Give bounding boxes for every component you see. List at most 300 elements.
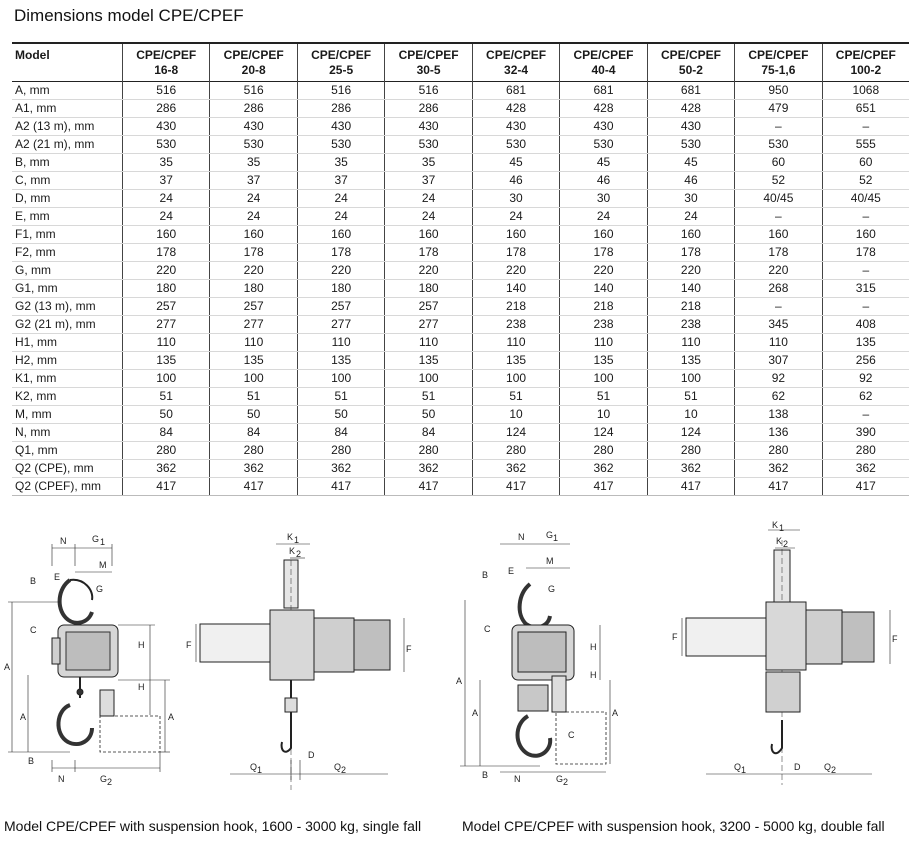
- table-cell: 362: [472, 460, 559, 478]
- table-cell: 178: [123, 244, 210, 262]
- table-cell: 681: [560, 82, 647, 100]
- column-header-line: 100-2: [850, 63, 882, 77]
- row-label: K1, mm: [12, 370, 123, 388]
- table-row: [12, 190, 909, 208]
- table-cell: 950: [735, 82, 822, 100]
- table-cell: 651: [822, 100, 909, 118]
- table-cell: 160: [735, 226, 822, 244]
- table-cell: 681: [472, 82, 559, 100]
- table-cell: 220: [472, 262, 559, 280]
- label-H1: H: [138, 682, 145, 692]
- row-label: D, mm: [12, 190, 123, 208]
- table-cell: 110: [297, 334, 384, 352]
- label-Q1-2-sub: 1: [741, 765, 747, 775]
- page-title: Dimensions model CPE/CPEF: [14, 6, 244, 25]
- table-cell: 516: [210, 82, 297, 100]
- column-header-line: CPE/CPEF: [748, 48, 809, 62]
- table-cell: 160: [472, 226, 559, 244]
- column-header-line: 32-4: [504, 63, 529, 77]
- table-cell: 124: [472, 424, 559, 442]
- table-cell: 218: [560, 298, 647, 316]
- label-D: D: [308, 750, 315, 760]
- table-cell: 530: [472, 136, 559, 154]
- row-label: M, mm: [12, 406, 123, 424]
- table-cell: 35: [297, 154, 384, 172]
- caption-single-fall: Model CPE/CPEF with suspension hook, 1600 - 3000 kg, single fall: [4, 818, 422, 834]
- row-label: A1, mm: [12, 100, 123, 118]
- table-cell: 100: [472, 370, 559, 388]
- label-E-2: E: [508, 566, 515, 576]
- table-cell: 268: [735, 280, 822, 298]
- table-cell: 30: [647, 190, 734, 208]
- table-cell: 40/45: [735, 190, 822, 208]
- table-cell: 530: [647, 136, 734, 154]
- label-G1-2-sub: 1: [553, 533, 559, 543]
- table-cell: 417: [822, 478, 909, 496]
- table-cell: 479: [735, 100, 822, 118]
- table-row: [12, 298, 909, 316]
- table-row: [12, 406, 909, 424]
- table-cell: –: [735, 298, 822, 316]
- table-cell: 417: [735, 478, 822, 496]
- table-row: [12, 478, 909, 496]
- column-header-line: CPE/CPEF: [660, 48, 721, 62]
- table-cell: 135: [385, 352, 472, 370]
- row-label: G2 (21 m), mm: [12, 316, 123, 334]
- table-cell: 390: [822, 424, 909, 442]
- label-Q2: Q: [334, 762, 342, 772]
- label-G1-sub: 1: [100, 537, 106, 547]
- table-cell: 178: [297, 244, 384, 262]
- table-cell: 45: [472, 154, 559, 172]
- table-cell: 10: [560, 406, 647, 424]
- table-body: [12, 82, 909, 496]
- label-K2: K: [289, 546, 296, 556]
- table-cell: –: [735, 118, 822, 136]
- table-cell: 37: [210, 172, 297, 190]
- table-cell: 135: [647, 352, 734, 370]
- table-cell: 35: [385, 154, 472, 172]
- table-row: [12, 442, 909, 460]
- table-cell: 180: [123, 280, 210, 298]
- table-cell: 362: [647, 460, 734, 478]
- table-cell: 257: [297, 298, 384, 316]
- table-cell: 430: [385, 118, 472, 136]
- column-header-model: Model: [15, 48, 50, 62]
- table-cell: 178: [472, 244, 559, 262]
- row-label: H2, mm: [12, 352, 123, 370]
- table-cell: 280: [297, 442, 384, 460]
- table-cell: 138: [735, 406, 822, 424]
- row-label: K2, mm: [12, 388, 123, 406]
- label-B-2b: B: [482, 770, 489, 780]
- label-K1: K: [287, 532, 294, 542]
- table-cell: 286: [385, 100, 472, 118]
- label-B: B: [30, 576, 37, 586]
- row-label: E, mm: [12, 208, 123, 226]
- table-cell: 92: [735, 370, 822, 388]
- table-cell: 220: [647, 262, 734, 280]
- label-H2: H: [138, 640, 145, 650]
- table-cell: 178: [735, 244, 822, 262]
- table-cell: 37: [123, 172, 210, 190]
- table-row: [12, 316, 909, 334]
- table-row: [12, 100, 909, 118]
- column-header-line: CPE/CPEF: [486, 48, 547, 62]
- column-header-line: CPE/CPEF: [573, 48, 634, 62]
- table-cell: 362: [560, 460, 647, 478]
- table-cell: 160: [210, 226, 297, 244]
- label-F2-2: F: [892, 634, 898, 644]
- technical-drawings: [0, 520, 913, 790]
- table-cell: 220: [210, 262, 297, 280]
- row-label: A, mm: [12, 82, 123, 100]
- label-M-2: M: [546, 556, 554, 566]
- table-row: [12, 280, 909, 298]
- table-cell: 50: [385, 406, 472, 424]
- caption-double-fall: Model CPE/CPEF with suspension hook, 3200 - 5000 kg, double fall: [462, 818, 885, 834]
- table-cell: 516: [385, 82, 472, 100]
- table-cell: 160: [647, 226, 734, 244]
- table-cell: 110: [560, 334, 647, 352]
- label-C-2b: C: [568, 730, 575, 740]
- table-cell: –: [822, 406, 909, 424]
- table-cell: 24: [297, 208, 384, 226]
- label-N-2: N: [518, 532, 525, 542]
- table-cell: 257: [385, 298, 472, 316]
- table-cell: 220: [560, 262, 647, 280]
- table-cell: 286: [297, 100, 384, 118]
- column-header-line: 50-2: [678, 63, 703, 77]
- table-cell: 408: [822, 316, 909, 334]
- table-cell: 417: [647, 478, 734, 496]
- column-header-model-5: [472, 43, 559, 82]
- row-label: G1, mm: [12, 280, 123, 298]
- table-cell: 257: [123, 298, 210, 316]
- table-cell: 530: [210, 136, 297, 154]
- table-cell: 280: [822, 442, 909, 460]
- label-G1: G: [92, 534, 100, 544]
- label-Q1-sub: 1: [257, 765, 263, 775]
- table-cell: 24: [210, 190, 297, 208]
- label-G1-2: G: [546, 530, 554, 540]
- table-cell: 430: [210, 118, 297, 136]
- table-cell: –: [822, 208, 909, 226]
- table-cell: 84: [210, 424, 297, 442]
- table-cell: –: [822, 298, 909, 316]
- table-cell: 35: [210, 154, 297, 172]
- table-cell: 428: [647, 100, 734, 118]
- table-cell: 110: [210, 334, 297, 352]
- table-cell: 218: [472, 298, 559, 316]
- label-M: M: [99, 560, 107, 570]
- table-cell: 110: [472, 334, 559, 352]
- table-cell: 24: [123, 190, 210, 208]
- table-cell: 430: [123, 118, 210, 136]
- table-cell: 124: [560, 424, 647, 442]
- row-label: F1, mm: [12, 226, 123, 244]
- row-label: A2 (21 m), mm: [12, 136, 123, 154]
- table-cell: 100: [297, 370, 384, 388]
- table-cell: 24: [210, 208, 297, 226]
- row-label: G2 (13 m), mm: [12, 298, 123, 316]
- row-label: F2, mm: [12, 244, 123, 262]
- table-cell: 681: [647, 82, 734, 100]
- table-cell: 52: [735, 172, 822, 190]
- table-cell: 160: [822, 226, 909, 244]
- table-cell: 51: [123, 388, 210, 406]
- label-K2-sub: 2: [296, 549, 302, 559]
- table-cell: 430: [472, 118, 559, 136]
- table-cell: 417: [472, 478, 559, 496]
- table-cell: 124: [647, 424, 734, 442]
- table-cell: 10: [472, 406, 559, 424]
- table-cell: 46: [472, 172, 559, 190]
- table-cell: 37: [385, 172, 472, 190]
- table-cell: 220: [297, 262, 384, 280]
- row-label: A2 (13 m), mm: [12, 118, 123, 136]
- table-cell: 277: [385, 316, 472, 334]
- table-cell: 37: [297, 172, 384, 190]
- table-cell: 362: [385, 460, 472, 478]
- table-row: [12, 262, 909, 280]
- table-cell: 286: [210, 100, 297, 118]
- table-cell: 256: [822, 352, 909, 370]
- table-cell: 277: [297, 316, 384, 334]
- table-cell: 516: [123, 82, 210, 100]
- table-cell: 24: [472, 208, 559, 226]
- row-label: Q2 (CPE), mm: [12, 460, 123, 478]
- label-G2: G: [100, 774, 108, 784]
- table-cell: 362: [123, 460, 210, 478]
- table-cell: 35: [123, 154, 210, 172]
- table-cell: 160: [297, 226, 384, 244]
- table-cell: 24: [647, 208, 734, 226]
- table-cell: 60: [822, 154, 909, 172]
- table-cell: 51: [210, 388, 297, 406]
- table-cell: 51: [647, 388, 734, 406]
- table-cell: 46: [560, 172, 647, 190]
- table-cell: 110: [385, 334, 472, 352]
- label-H1-2: H: [590, 670, 597, 680]
- label-G2-2-sub: 2: [563, 777, 569, 787]
- table-cell: 430: [647, 118, 734, 136]
- table-cell: 280: [210, 442, 297, 460]
- table-row: [12, 154, 909, 172]
- table-cell: 238: [472, 316, 559, 334]
- table-cell: 280: [735, 442, 822, 460]
- label-G2-sub: 2: [107, 777, 113, 787]
- table-cell: 110: [735, 334, 822, 352]
- column-header-line: 40-4: [591, 63, 616, 77]
- table-row: [12, 82, 909, 100]
- table-cell: 516: [297, 82, 384, 100]
- table-cell: 1068: [822, 82, 909, 100]
- label-K2-2-sub: 2: [783, 539, 789, 549]
- label-C: C: [30, 625, 37, 635]
- label-D-2: D: [794, 762, 801, 772]
- table-cell: 51: [560, 388, 647, 406]
- label-K1-2-sub: 1: [779, 523, 785, 533]
- table-cell: 140: [472, 280, 559, 298]
- table-cell: 428: [472, 100, 559, 118]
- table-cell: 160: [560, 226, 647, 244]
- row-label: Q2 (CPEF), mm: [12, 478, 123, 496]
- label-H2-2: H: [590, 642, 597, 652]
- column-header-line: 30-5: [416, 63, 441, 77]
- table-cell: 180: [210, 280, 297, 298]
- table-cell: 136: [735, 424, 822, 442]
- column-header-line: 20-8: [241, 63, 266, 77]
- table-cell: 220: [735, 262, 822, 280]
- column-header-line: 25-5: [329, 63, 354, 77]
- label-A1: A: [20, 712, 27, 722]
- table-cell: 100: [123, 370, 210, 388]
- label-Q2-2-sub: 2: [831, 765, 837, 775]
- table-cell: 280: [647, 442, 734, 460]
- table-cell: 110: [123, 334, 210, 352]
- label-A-2: A: [456, 676, 463, 686]
- table-cell: 160: [385, 226, 472, 244]
- table-cell: 100: [647, 370, 734, 388]
- label-A1-2: A: [472, 708, 479, 718]
- table-cell: 135: [210, 352, 297, 370]
- row-label: H1, mm: [12, 334, 123, 352]
- table-cell: 362: [210, 460, 297, 478]
- table-cell: –: [735, 208, 822, 226]
- table-cell: 180: [385, 280, 472, 298]
- table-cell: 277: [123, 316, 210, 334]
- table-cell: 220: [123, 262, 210, 280]
- table-cell: 84: [123, 424, 210, 442]
- row-label: Q1, mm: [12, 442, 123, 460]
- row-label: N, mm: [12, 424, 123, 442]
- drawing-single-fall-front: [196, 544, 404, 790]
- table-cell: 50: [210, 406, 297, 424]
- table-cell: 135: [472, 352, 559, 370]
- table-cell: 84: [297, 424, 384, 442]
- table-cell: 417: [560, 478, 647, 496]
- table-cell: 430: [560, 118, 647, 136]
- column-header-model-4: [385, 43, 472, 82]
- label-G-2: G: [548, 584, 556, 594]
- table-cell: 45: [560, 154, 647, 172]
- dimensions-table: [12, 42, 909, 496]
- table-cell: –: [822, 262, 909, 280]
- table-cell: 135: [822, 334, 909, 352]
- column-header-line: CPE/CPEF: [223, 48, 284, 62]
- table-cell: 180: [297, 280, 384, 298]
- label-G: G: [96, 584, 104, 594]
- table-cell: 24: [560, 208, 647, 226]
- table-cell: 52: [822, 172, 909, 190]
- table-cell: 417: [123, 478, 210, 496]
- table-cell: 50: [297, 406, 384, 424]
- table-row: [12, 334, 909, 352]
- table-cell: 24: [123, 208, 210, 226]
- table-cell: 315: [822, 280, 909, 298]
- table-cell: 100: [560, 370, 647, 388]
- table-cell: 530: [385, 136, 472, 154]
- table-cell: 417: [297, 478, 384, 496]
- label-N-2b: N: [514, 774, 521, 784]
- label-E: E: [54, 572, 61, 582]
- table-cell: 307: [735, 352, 822, 370]
- table-cell: 428: [560, 100, 647, 118]
- table-cell: –: [822, 118, 909, 136]
- table-cell: 60: [735, 154, 822, 172]
- table-cell: 430: [297, 118, 384, 136]
- table-cell: 24: [297, 190, 384, 208]
- label-K1-2: K: [772, 520, 779, 530]
- drawing-double-fall-front: [682, 530, 890, 785]
- table-row: [12, 226, 909, 244]
- label-A2-2: A: [612, 708, 619, 718]
- label-F1: F: [186, 640, 192, 650]
- column-header-model-7: [647, 43, 734, 82]
- row-label: G, mm: [12, 262, 123, 280]
- table-cell: 51: [297, 388, 384, 406]
- table-cell: 140: [560, 280, 647, 298]
- table-cell: 280: [560, 442, 647, 460]
- table-cell: 178: [210, 244, 297, 262]
- column-header-line: CPE/CPEF: [398, 48, 459, 62]
- table-row: [12, 244, 909, 262]
- table-cell: 238: [647, 316, 734, 334]
- table-cell: 530: [560, 136, 647, 154]
- table-cell: 135: [560, 352, 647, 370]
- row-label: C, mm: [12, 172, 123, 190]
- column-header-model-8: [735, 43, 822, 82]
- table-cell: 92: [822, 370, 909, 388]
- table-cell: 362: [822, 460, 909, 478]
- label-B-2: B: [482, 570, 489, 580]
- table-row: [12, 118, 909, 136]
- column-header-model-9: [822, 43, 909, 82]
- table-row: [12, 388, 909, 406]
- table-cell: 51: [472, 388, 559, 406]
- table-row: [12, 208, 909, 226]
- table-cell: 84: [385, 424, 472, 442]
- table-cell: 160: [123, 226, 210, 244]
- table-cell: 45: [647, 154, 734, 172]
- table-cell: 345: [735, 316, 822, 334]
- label-Q2-sub: 2: [341, 765, 347, 775]
- table-cell: 362: [297, 460, 384, 478]
- table-header-row: [12, 43, 909, 82]
- table-cell: 178: [647, 244, 734, 262]
- label-A: A: [4, 662, 11, 672]
- label-F1-2: F: [672, 632, 678, 642]
- table-cell: 178: [822, 244, 909, 262]
- table-cell: 362: [735, 460, 822, 478]
- table-cell: 46: [647, 172, 734, 190]
- table-cell: 417: [210, 478, 297, 496]
- column-header-line: 75-1,6: [761, 63, 796, 77]
- table-row: [12, 172, 909, 190]
- table-cell: 24: [385, 190, 472, 208]
- column-header-line: CPE/CPEF: [311, 48, 372, 62]
- column-header-model-1: [123, 43, 210, 82]
- table-cell: 24: [385, 208, 472, 226]
- row-label: B, mm: [12, 154, 123, 172]
- table-cell: 178: [385, 244, 472, 262]
- table-cell: 530: [297, 136, 384, 154]
- table-cell: 417: [385, 478, 472, 496]
- table-cell: 40/45: [822, 190, 909, 208]
- label-G2-2: G: [556, 774, 564, 784]
- table-cell: 280: [472, 442, 559, 460]
